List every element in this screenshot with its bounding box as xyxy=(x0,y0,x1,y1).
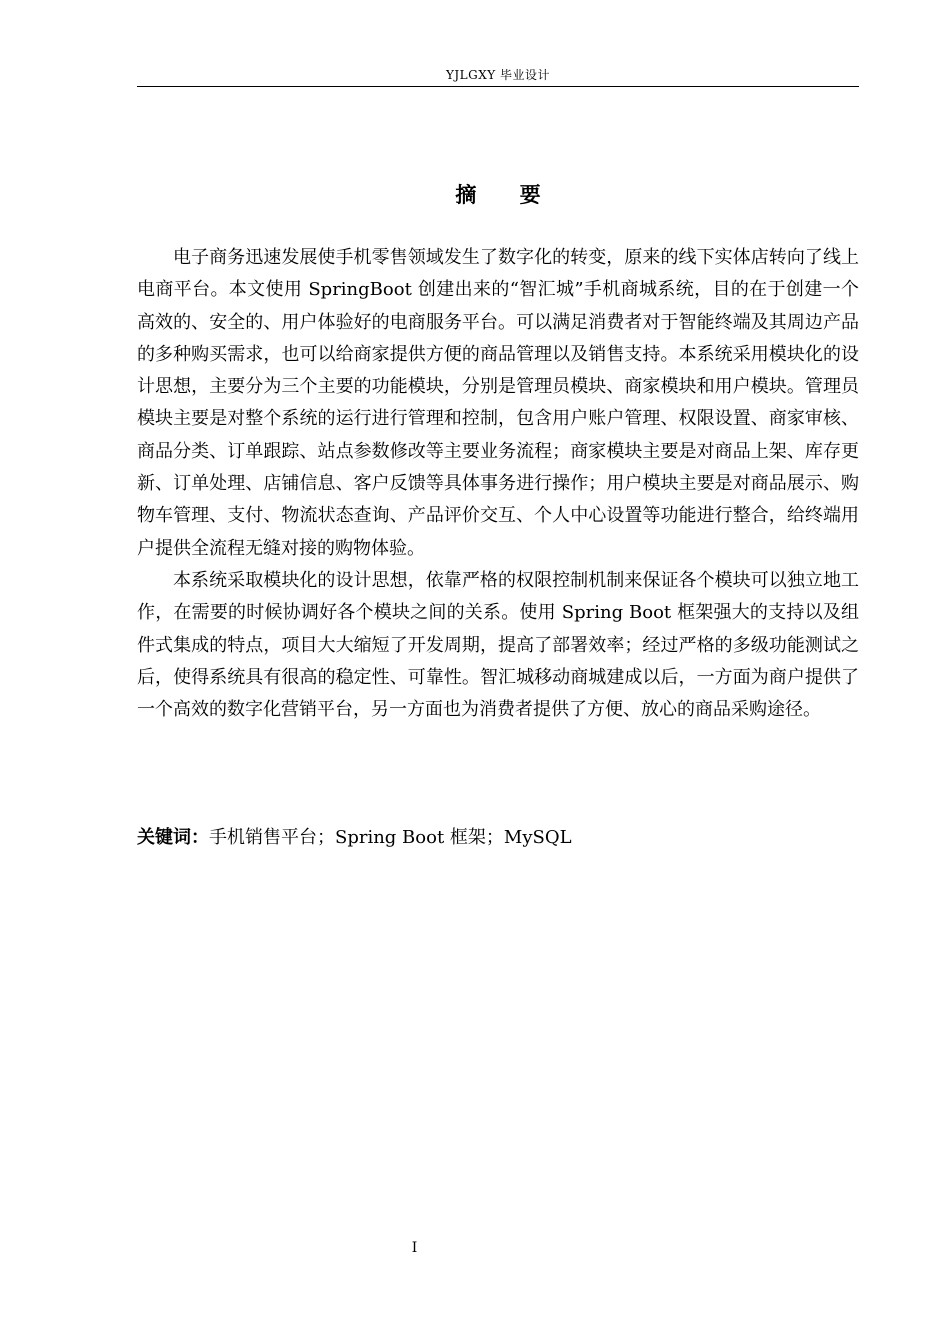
keywords-values: 手机销售平台；Spring Boot 框架；MySQL xyxy=(209,827,572,848)
abstract-body xyxy=(137,242,859,726)
keywords-label: 关键词： xyxy=(137,827,209,848)
keywords-line xyxy=(137,822,859,854)
header-rule xyxy=(137,86,859,87)
page-header: YJLGXY 毕业设计 xyxy=(445,68,551,82)
abstract-title: 摘 要 xyxy=(455,182,559,207)
abstract-paragraph-1: 电子商务迅速发展使手机零售领域发生了数字化的转变，原来的线下实体店转向了线上电商平台。本文使用 SpringBoot 创建出来的“智汇城”手机商城系统，目的在于创建一个高效的、安全的、用户体验好的电商服务平台。可以满足消费者对于智能终端及其周边产品的多种购买需求，也可以给商家提供方便的商品管理以及销售支持。本系统采用模块化的设计思想，主要分为三个主要的功能模块，分别是管理员模块、商家模块和用户模块。管理员模块主要是对整个系统的运行进行管理和控制，包含用户账户管理、权限设置、商家审核、商品分类、订单跟踪、站点参数修改等主要业务流程；商家模块主要是对商品上架、库存更新、订单处理、店铺信息、客户反馈等具体事务进行操作；用户模块主要是对商品展示、购物车管理、支付、物流状态查询、产品评价交互、个人中心设置等功能进行整合，给终端用户提供全流程无缝对接的购物体验。 xyxy=(137,247,859,559)
page-number: I xyxy=(411,1240,418,1256)
abstract-paragraph-2: 本系统采取模块化的设计思想，依靠严格的权限控制机制来保证各个模块可以独立地工作，在需要的时候协调好各个模块之间的关系。使用 Spring Boot 框架强大的支持以及组件式集成的特点，项目大大缩短了开发周期，提高了部署效率；经过严格的多级功能测试之后，使得系统具有很高的稳定性、可靠性。智汇城移动商城建成以后，一方面为商户提供了一个高效的数字化营销平台，另一方面也为消费者提供了方便、放心的商品采购途径。 xyxy=(137,569,859,721)
